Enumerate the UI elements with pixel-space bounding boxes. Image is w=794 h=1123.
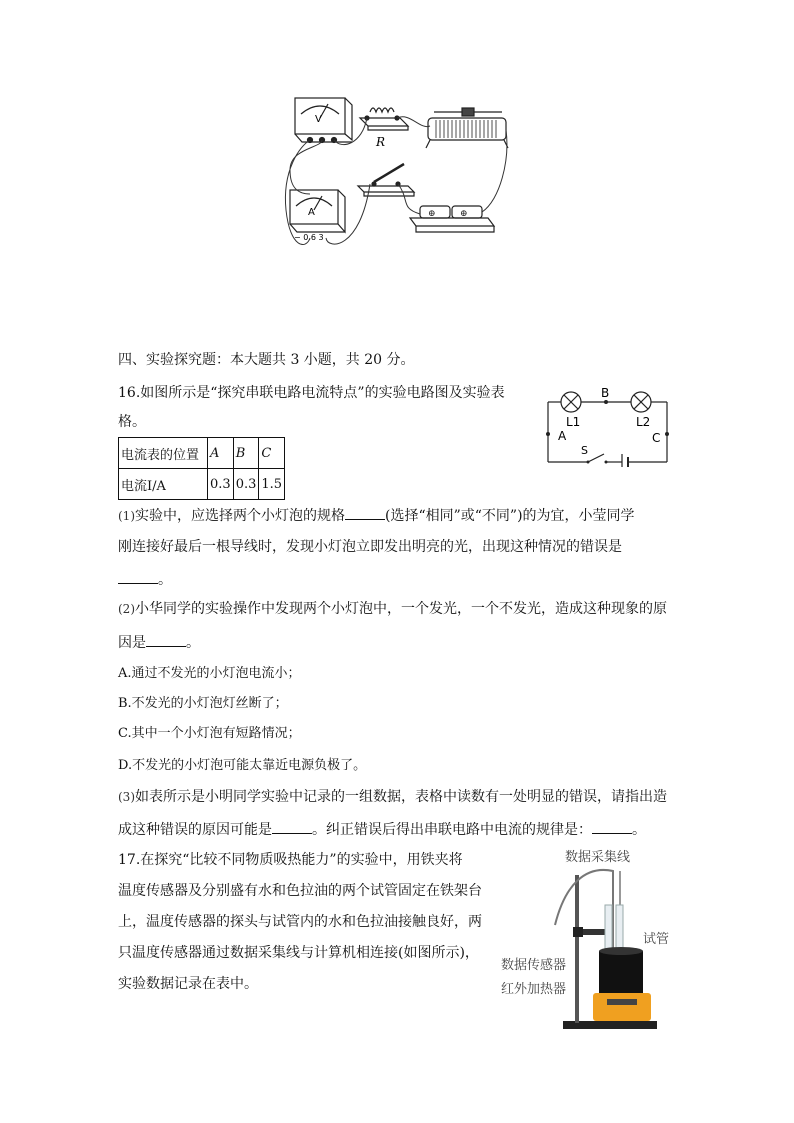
table-row	[119, 438, 285, 469]
option-d: D.不发光的小灯泡可能太靠近电源负极了。	[118, 758, 367, 773]
label-data-sensor: 数据传感器	[501, 958, 567, 973]
knife-switch	[358, 164, 414, 196]
table-cell: 0.3	[233, 469, 259, 500]
rheostat	[426, 108, 508, 148]
table-cell: 电流表的位置	[119, 438, 208, 469]
label-infrared-heater: 红外加热器	[501, 982, 567, 997]
series-circuit-diagram	[540, 382, 675, 467]
q16-part1-line1: (1)实验中，应选择两个小灯泡的规格 (选择“相同”或“不同”)的为宜，小莹同学	[118, 505, 635, 526]
lamp-l1-label: L1	[566, 415, 581, 429]
part-number: (2)	[118, 602, 135, 616]
point-b-label: B	[601, 386, 610, 400]
q17-line2: 温度传感器及分别盛有水和色拉油的两个试管固定在铁架台	[118, 883, 482, 899]
q16-part1-line2: 刚连接好最后一根导线时，发现小灯泡立即发出明亮的光，出现这种情况的错误是	[118, 539, 622, 555]
q16-part3-line1: (3)如表所示是小明同学实验中记录的一组数据，表格中读数有一处明显的错误，请指出造	[118, 789, 667, 805]
option-c: C.其中一个小灯泡有短路情况；	[118, 726, 301, 741]
label-data-cable: 数据采集线	[565, 850, 631, 865]
point-c-label: C	[652, 431, 661, 445]
svg-text:⊕: ⊕	[428, 209, 436, 219]
section-heading: 四、实验探究题：本大题共 3 小题，共 20 分。	[118, 352, 415, 368]
answer-blank[interactable]	[272, 819, 312, 834]
table-cell: 电流I/A	[119, 469, 208, 500]
table-row	[119, 469, 285, 500]
q17-line1: 17.在探究“比较不同物质吸热能力”的实验中，用铁夹将	[118, 852, 463, 868]
q16-part2-line1: (2)小华同学的实验操作中发现两个小灯泡中，一个发光，一个不发光，造成这种现象的原	[118, 601, 667, 617]
voltmeter	[295, 98, 352, 143]
battery	[410, 206, 494, 232]
q16-part3-line2: 成这种错误的原因可能是 。纠正错误后得出串联电路中电流的规律是： 。	[118, 819, 646, 840]
q17-line5: 实验数据记录在表中。	[118, 976, 258, 992]
table-cell: A	[208, 438, 234, 469]
table-cell: 1.5	[259, 469, 285, 500]
ammeter	[290, 190, 345, 232]
option-a: A.通过不发光的小灯泡电流小；	[118, 666, 301, 681]
current-table	[118, 437, 285, 500]
switch-s-label: S	[581, 444, 588, 457]
q16-intro-line2: 格。	[118, 414, 146, 430]
table-cell: C	[259, 438, 285, 469]
heating-apparatus-figure	[495, 845, 685, 1035]
q17-line4: 只温度传感器通过数据采集线与计算机相连接(如图所示)，	[118, 945, 479, 961]
q16-part1-line3: 。	[118, 569, 172, 590]
option-b: B.不发光的小灯泡灯丝断了；	[118, 696, 288, 711]
svg-text:⊕: ⊕	[460, 209, 468, 219]
wires	[285, 117, 506, 245]
answer-blank[interactable]	[146, 632, 186, 647]
part-number: (1)	[118, 509, 135, 523]
ammeter-label: A	[308, 207, 315, 218]
voltmeter-label: V	[315, 114, 322, 125]
resistor-label: R	[376, 135, 386, 149]
point-a-label: A	[558, 429, 567, 443]
answer-blank[interactable]	[118, 569, 158, 584]
q16-part2-line2: 因是 。	[118, 632, 200, 653]
table-cell: 0.3	[208, 469, 234, 500]
apparatus-figure	[270, 90, 510, 255]
part-number: (3)	[118, 790, 135, 804]
lamp-l2-label: L2	[636, 415, 651, 429]
q17-line3: 上，温度传感器的探头与试管内的水和色拉油接触良好，两	[118, 914, 482, 930]
ammeter-scale: − 0.6 3	[294, 233, 324, 242]
table-cell: B	[233, 438, 259, 469]
answer-blank[interactable]	[345, 505, 385, 520]
answer-blank[interactable]	[592, 819, 632, 834]
label-test-tube: 试管	[643, 932, 670, 947]
q16-intro-line1: 16.如图所示是“探究串联电路电流特点”的实验电路图及实验表	[118, 385, 505, 401]
